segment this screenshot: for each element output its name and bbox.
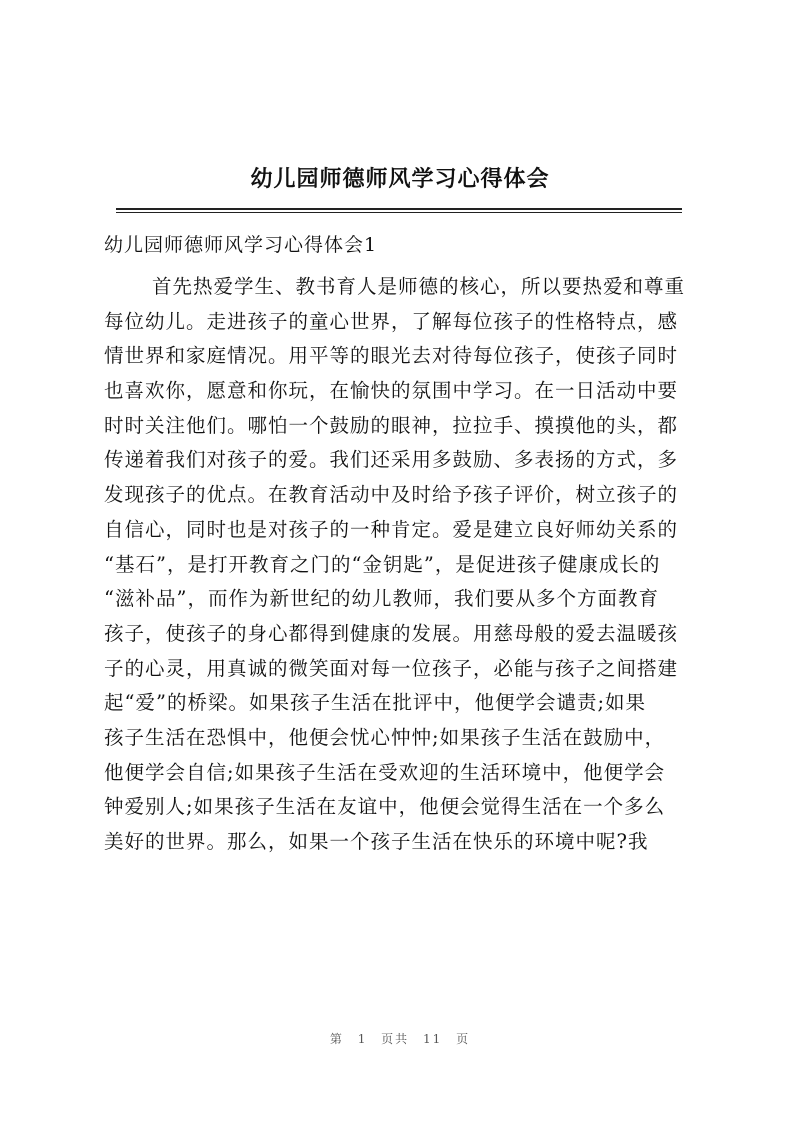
body-line: 情世界和家庭情况。用平等的眼光去对待每位孩子，使孩子同时: [104, 344, 679, 368]
title-divider: [116, 208, 682, 213]
body-line: 起“爱”的桥梁。如果孩子生活在批评中，他便学会谴责;如果: [104, 691, 647, 715]
document-title: 幼儿园师德师风学习心得体会: [250, 166, 550, 192]
footer-mid: 页共: [381, 1032, 410, 1046]
body-text: [104, 270, 724, 860]
body-line: 时时关注他们。哪怕一个鼓励的眼神，拉拉手、摸摸他的头，都: [104, 413, 679, 437]
footer-current-page: 1: [357, 1032, 368, 1046]
section-heading: 幼儿园师德师风学习心得体会1: [104, 234, 378, 256]
body-line: 自信心，同时也是对孩子的一种肯定。爱是建立良好师幼关系的: [104, 517, 679, 541]
body-line: 首先热爱学生、教书育人是师德的核心，所以要热爱和尊重: [152, 275, 686, 298]
body-line: 钟爱别人;如果孩子生活在友谊中，他便会觉得生活在一个多么: [104, 795, 666, 819]
footer-suffix: 页: [456, 1032, 471, 1046]
footer-total-pages: 11: [423, 1032, 443, 1046]
body-line: 也喜欢你，愿意和你玩，在愉快的氛围中学习。在一日活动中要: [104, 379, 679, 403]
body-line: 每位幼儿。走进孩子的童心世界，了解每位孩子的性格特点，感: [104, 309, 679, 333]
body-line: “滋补品”，而作为新世纪的幼儿教师，我们要从多个方面教育: [104, 587, 659, 611]
body-line: 发现孩子的优点。在教育活动中及时给予孩子评价，树立孩子的: [104, 483, 679, 507]
body-line: 他便学会自信;如果孩子生活在受欢迎的生活环境中，他便学会: [104, 760, 666, 784]
body-line: 美好的世界。那么，如果一个孩子生活在快乐的环境中呢?我: [104, 830, 649, 853]
body-line: “基石”，是打开教育之门的“金钥匙”，是促进孩子健康成长的: [104, 552, 661, 576]
body-line: 孩子，使孩子的身心都得到健康的发展。用慈母般的爱去温暖孩: [104, 621, 679, 645]
body-line: 孩子生活在恐惧中，他便会忧心忡忡;如果孩子生活在鼓励中，: [104, 725, 666, 749]
body-line: 子的心灵，用真诚的微笑面对每一位孩子，必能与孩子之间搭建: [104, 656, 679, 680]
footer-prefix: 第: [329, 1032, 344, 1046]
page-footer: [0, 1030, 800, 1047]
body-line: 传递着我们对孩子的爱。我们还采用多鼓励、多表扬的方式，多: [104, 448, 679, 472]
